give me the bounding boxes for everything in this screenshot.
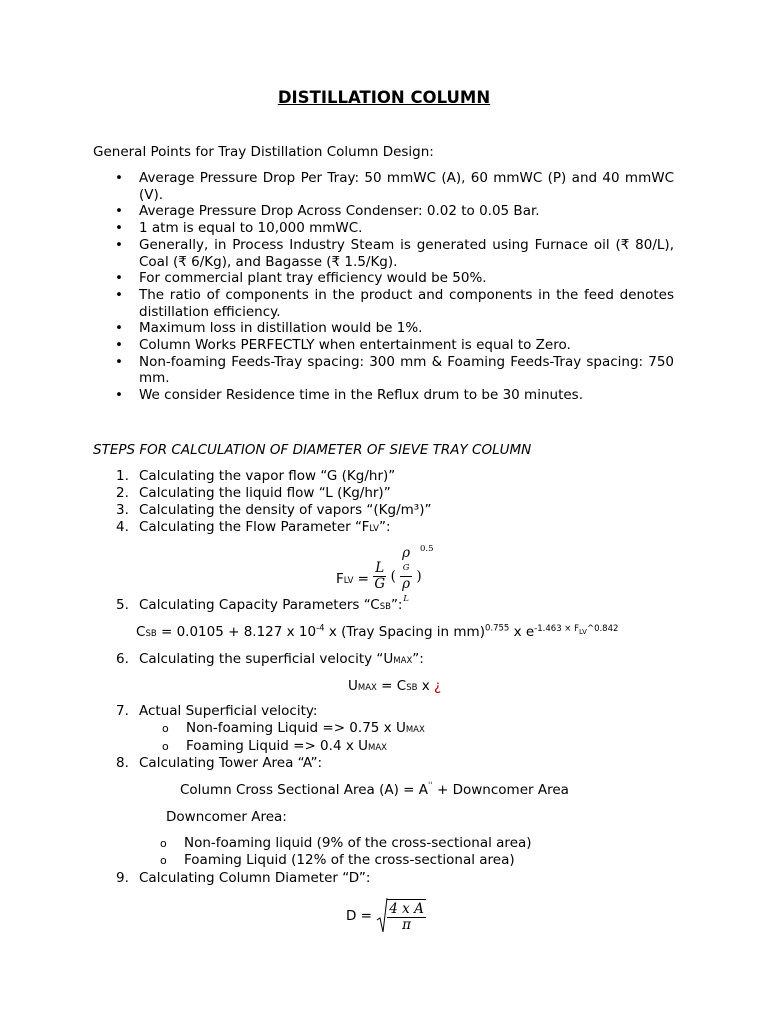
downcomer-foam-item: o Foaming Liquid (12% of the cross-sectional area) [160,852,515,868]
bullet-icon: • [115,353,123,370]
area-equation: Column Cross Sectional Area $(A) = A^{ˈˈ}$ + Downcomer Area [180,781,569,798]
list-item: • Maximum loss in distillation would be 1%. [115,320,423,337]
flow-parameter-equation: FLV = $\frac{L}{G}$ ( ρ G ρ L ) 0.5 [336,544,434,604]
list-item: • For commercial plant tray efficiency would be 50%. [115,270,487,287]
bullet-icon: • [115,236,123,253]
list-item: • Generally, in Process Industry Steam is generated using Furnace oil (₹ 80/L), Coal (₹ 6/Kg), and Bagasse (₹ 1.5/Kg). [115,236,674,270]
downcomer-nonfoam-item: o Non-foaming liquid (9% of the cross-sectional area) [160,835,532,851]
list-item: • We consider Residence time in the Reflux drum to be 30 minutes. [115,387,583,404]
bullet-icon: • [115,203,123,220]
bullet-icon: • [115,220,123,237]
bullet-icon: • [115,387,123,404]
capacity-parameter-equation: CSB = 0.0105 + 8.127 x $10^{-4}$ x (Tray Spacing in mm)$^{0.755}$ x $e^{-1.463 \times F_{LV}\^{}0.842}$ [136,623,619,640]
list-item: • Average Pressure Drop Per Tray: 50 mmWC (A), 60 mmWC (P) and 40 mmWC (V). [115,170,674,203]
list-item: • 1 atm is equal to 10,000 mmWC. [115,220,363,237]
circle-bullet-icon: o [160,837,167,850]
list-item: • Non-foaming Feeds-Tray spacing: 300 mm & Foaming Feeds-Tray spacing: 750 mm. [115,353,674,387]
circle-bullet-icon: o [160,854,167,867]
circle-bullet-icon: o [162,722,169,735]
bullet-icon: • [115,320,123,337]
umax-equation: UMAX = CSB x ¿ [348,678,442,694]
error-glyph: ¿ [434,678,442,694]
list-item: • Average Pressure Drop Across Condenser: 0.02 to 0.05 Bar. [115,203,540,220]
list-item: • The ratio of components in the product and components in the feed denotes distillation efficiency. [115,286,674,320]
bullet-icon: • [115,337,123,354]
intro-heading: General Points for Tray Distillation Column Design: [93,144,434,160]
circle-bullet-icon: o [162,740,169,753]
steps-heading: STEPS FOR CALCULATION OF DIAMETER OF SIEVE TRAY COLUMN [93,442,532,458]
downcomer-label: Downcomer Area: [166,809,287,825]
bullet-icon: • [115,170,123,186]
list-item: • Column Works PERFECTLY when entertainment is equal to Zero. [115,337,571,354]
general-points-list [0,170,674,404]
page-title: DISTILLATION COLUMN [277,88,491,107]
velocity-nonfoam-item: o Non-foaming Liquid => 0.75 x UMAX [162,720,425,736]
bullet-icon: • [115,270,123,287]
bullet-icon: • [115,286,123,303]
velocity-foam-item: o Foaming Liquid => 0.4 x UMAX [162,738,387,754]
diameter-equation: D = $\frac{\text{4 x A}}{\pi}$ [346,896,426,936]
